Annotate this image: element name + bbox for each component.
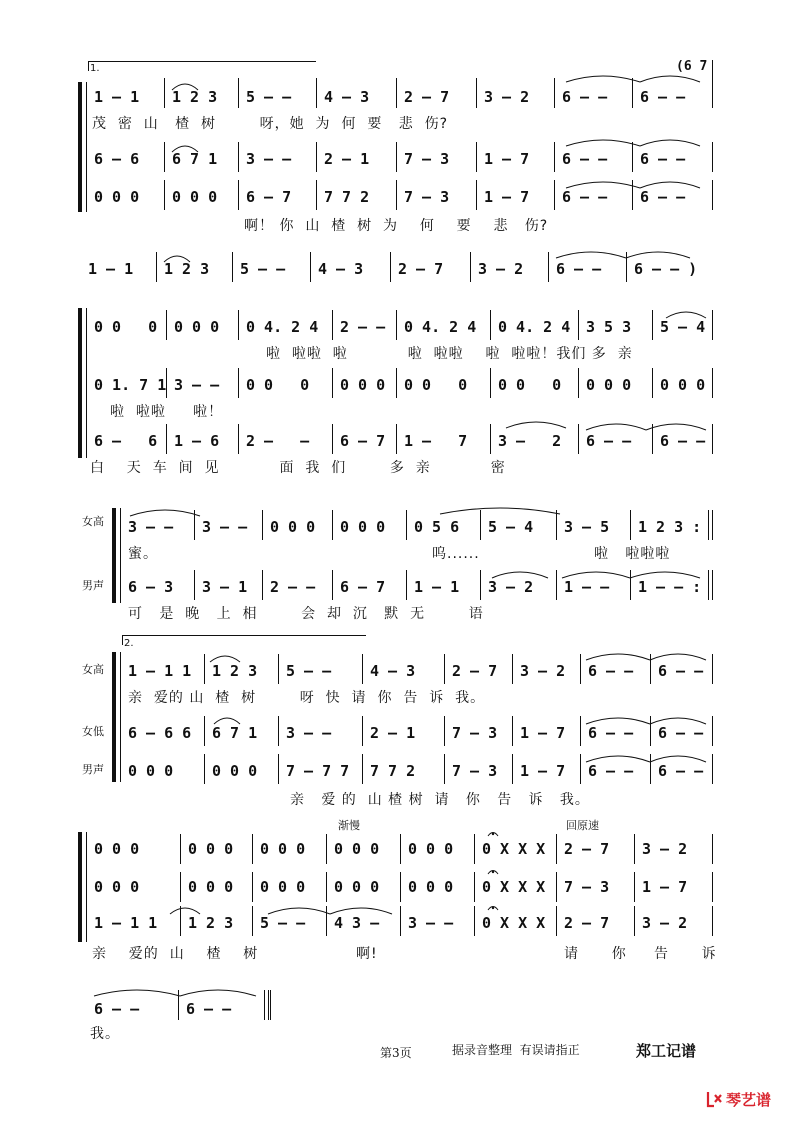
barline (712, 310, 713, 340)
measure: 3 – – (246, 150, 292, 168)
measure: 5 – – (286, 662, 332, 680)
barline (476, 78, 477, 108)
measure: 0 X X X (482, 878, 546, 896)
measure: 1 2 3 : (638, 518, 702, 536)
measure: 3 – – (128, 518, 174, 536)
barline (262, 510, 263, 540)
barline (712, 654, 713, 684)
barline (362, 754, 363, 784)
barline (262, 570, 263, 600)
measure: 5 – 4 (488, 518, 534, 536)
barline (650, 754, 651, 784)
barline (554, 142, 555, 172)
measure: 2 – 1 (324, 150, 370, 168)
barline (650, 716, 651, 746)
measure: 3 – 2 (498, 432, 562, 450)
measure: 1 – 6 (174, 432, 220, 450)
measure: 3 – – (408, 914, 454, 932)
measure: 0 X X X (482, 914, 546, 932)
lyric-line: 啦 啦啦啦 (594, 546, 671, 562)
measure: 1 – – : (638, 578, 702, 596)
measure: 1 – 7 (484, 150, 530, 168)
lyric-line: 啦 啦啦 啦！ (110, 404, 224, 420)
measure: 0 0 0 (172, 188, 218, 206)
measure: 7 – 7 7 (286, 762, 350, 780)
measure: 2 – 7 (564, 914, 610, 932)
measure: 0 0 0 (270, 518, 316, 536)
barline (652, 310, 653, 340)
barline (396, 142, 397, 172)
transcription-note: 据录音整理 有误请指正 (452, 1043, 580, 1057)
barline (578, 424, 579, 454)
voice-label: 女高 (82, 515, 104, 528)
barline (238, 424, 239, 454)
barline (652, 368, 653, 398)
barline (634, 872, 635, 902)
measure: 0 0 0 (260, 840, 306, 858)
barline (480, 510, 481, 540)
measure: 6 – – (94, 1000, 140, 1018)
measure: 1 – 7 (520, 724, 566, 742)
barline (712, 872, 713, 902)
barline (444, 754, 445, 784)
measure: 1 – 1 (94, 88, 140, 106)
measure: 6 – – (658, 762, 704, 780)
measure: 3 – 2 (642, 914, 688, 932)
measure: 6 – – (640, 88, 686, 106)
barline (630, 510, 631, 540)
transcriber-signature: 郑工记谱 (636, 1042, 697, 1060)
barline (316, 180, 317, 210)
measure: 3 – 2 (478, 260, 524, 278)
voice-label: 女低 (82, 725, 104, 738)
measure: 1 – 7 (520, 762, 566, 780)
barline (326, 872, 327, 902)
lyric-line: 可 是 晚 上 相 会 却 沉 默 无 语 (128, 606, 484, 622)
slur (586, 424, 646, 430)
barline (362, 654, 363, 684)
tempo-mark-resume: 回原速 (566, 819, 599, 832)
measure: 7 – 3 (404, 188, 450, 206)
measure: 1 – 7 (642, 878, 688, 896)
measure: 1 – – (564, 578, 610, 596)
barline (652, 424, 653, 454)
barline (278, 754, 279, 784)
barline (396, 310, 397, 340)
measure: 0 0 0 (334, 878, 380, 896)
slur (566, 76, 640, 82)
measure: 5 – – (240, 260, 286, 278)
measure: 7 – 3 (452, 724, 498, 742)
measure: 4 3 – (334, 914, 380, 932)
measure: 0 1. 7 1 (94, 376, 167, 394)
barline (580, 654, 581, 684)
measure: 1 – 7 (404, 432, 468, 450)
barline (556, 510, 557, 540)
barline (252, 834, 253, 864)
measure: 0 X X X (482, 840, 546, 858)
slur (640, 76, 700, 82)
measure: 0 0 0 (188, 840, 234, 858)
barline (712, 570, 713, 600)
barline (316, 142, 317, 172)
slur (626, 252, 690, 258)
lyric-line: 啦 啦啦 啦 啦 啦啦 啦 啦啦！我们 多 亲 (266, 346, 633, 362)
voice-label: 女高 (82, 663, 104, 676)
barline (650, 654, 651, 684)
barline (238, 368, 239, 398)
barline (252, 872, 253, 902)
barline (474, 834, 475, 864)
measure: 2 – – (246, 432, 310, 450)
barline (406, 570, 407, 600)
measure: 6 – 6 (94, 150, 140, 168)
slur (506, 422, 566, 428)
slur (440, 508, 560, 514)
barline (626, 252, 627, 282)
barline (444, 716, 445, 746)
barline (556, 872, 557, 902)
barline (264, 990, 265, 1020)
measure: 0 5 6 (414, 518, 460, 536)
measure: 3 – 2 (520, 662, 566, 680)
barline (554, 180, 555, 210)
barline (332, 570, 333, 600)
measure: 7 7 2 (324, 188, 370, 206)
barline (178, 990, 179, 1020)
barline (166, 424, 167, 454)
measure: 6 – – (556, 260, 602, 278)
barline (406, 510, 407, 540)
barline (712, 368, 713, 398)
barline (708, 510, 709, 540)
barline (490, 310, 491, 340)
measure: 3 – 2 (642, 840, 688, 858)
barline (238, 142, 239, 172)
barline (332, 310, 333, 340)
measure: 5 – 4 (660, 318, 706, 336)
slur (650, 654, 706, 660)
lyric-line: 我。 (90, 1026, 120, 1042)
measure: 0 0 0 (174, 318, 220, 336)
barline (556, 906, 557, 936)
measure: 6 – – ) (634, 260, 698, 278)
barline (480, 570, 481, 600)
barline (490, 424, 491, 454)
slur (180, 990, 256, 996)
measure: 2 – – (340, 318, 386, 336)
barline (204, 716, 205, 746)
measure: 1 – 1 1 (128, 662, 192, 680)
measure: 6 – – (562, 150, 608, 168)
barline (326, 906, 327, 936)
measure: 3 – – (174, 376, 220, 394)
slur (94, 990, 180, 996)
lyric-line: 亲 爱 的 山 楂 树 请 你 告 诉 我。 (290, 792, 590, 808)
barline (474, 906, 475, 936)
measure: 6 – – (640, 188, 686, 206)
barline (396, 78, 397, 108)
measure: 3 – – (202, 518, 248, 536)
barline (166, 368, 167, 398)
measure: 0 0 0 (246, 376, 310, 394)
measure: 4 – 3 (370, 662, 416, 680)
measure: 6 – – (658, 724, 704, 742)
lyric-line: 蜜。 (128, 546, 158, 562)
barline (712, 180, 713, 210)
barline (396, 180, 397, 210)
measure: 6 – – (186, 1000, 232, 1018)
barline (708, 570, 709, 600)
barline (332, 510, 333, 540)
barline (396, 424, 397, 454)
barline (630, 570, 631, 600)
barline (270, 990, 271, 1020)
barline (362, 716, 363, 746)
slur (640, 140, 700, 146)
measure: 6 – – (640, 150, 686, 168)
slur (556, 252, 626, 258)
measure: 0 0 0 (334, 840, 380, 858)
barline (512, 754, 513, 784)
measure: 0 0 0 (408, 840, 454, 858)
barline (400, 872, 401, 902)
measure: 1 – 1 (88, 260, 134, 278)
measure: 7 – 3 (452, 762, 498, 780)
measure: 6 – – (658, 662, 704, 680)
barline (310, 252, 311, 282)
barline (712, 716, 713, 746)
barline (554, 78, 555, 108)
measure: 0 4. 2 4 (246, 318, 319, 336)
barline (232, 252, 233, 282)
barline (712, 142, 713, 172)
barline (204, 654, 205, 684)
measure: 1 – 1 1 (94, 914, 158, 932)
barline (332, 368, 333, 398)
barline (474, 872, 475, 902)
measure: 0 0 0 (498, 376, 562, 394)
barline (166, 310, 167, 340)
barline (164, 180, 165, 210)
measure: 0 0 0 (94, 878, 140, 896)
barline (278, 716, 279, 746)
measure: 6 – – (562, 88, 608, 106)
lyric-line: 啊！ 你 山 楂 树 为 何 要 悲 伤? (244, 218, 549, 234)
barline (268, 990, 269, 1020)
barline (400, 834, 401, 864)
measure: 7 – 3 (564, 878, 610, 896)
slur (130, 510, 200, 516)
measure: 0 0 0 (340, 376, 386, 394)
measure: 2 – 7 (452, 662, 498, 680)
measure: 0 4. 2 4 (404, 318, 477, 336)
measure: 0 0 0 (260, 878, 306, 896)
measure: 2 – 1 (370, 724, 416, 742)
brand-logo: 琴艺谱 (706, 1089, 782, 1109)
measure: 1 2 3 (164, 260, 210, 278)
barline (578, 310, 579, 340)
barline (634, 834, 635, 864)
barline (712, 906, 713, 936)
barline (580, 754, 581, 784)
measure: 2 – 7 (564, 840, 610, 858)
barline (164, 142, 165, 172)
barline (712, 60, 713, 108)
measure: 0 0 0 (660, 376, 706, 394)
measure: 3 – 2 (488, 578, 534, 596)
lyric-line: 亲 爱的 山 楂 树 呀 快 请 你 告 诉 我。 (128, 690, 486, 706)
measure: 6 – 7 (340, 578, 386, 596)
barline (194, 570, 195, 600)
measure: 5 – – (246, 88, 292, 106)
barline (712, 424, 713, 454)
measure: 0 0 0 (212, 762, 258, 780)
measure: 6 7 1 (212, 724, 258, 742)
measure: 1 2 3 (172, 88, 218, 106)
barline (632, 78, 633, 108)
measure: 1 2 3 (188, 914, 234, 932)
measure: 6 – 7 (340, 432, 386, 450)
measure: 6 – – (588, 762, 634, 780)
barline (180, 906, 181, 936)
voice-label: 男声 (82, 579, 104, 592)
barline (278, 654, 279, 684)
measure: 1 – 1 (414, 578, 460, 596)
barline (580, 716, 581, 746)
fermata-dot (492, 871, 494, 873)
voice-label: 男声 (82, 763, 104, 776)
barline (470, 252, 471, 282)
measure: 0 0 0 (188, 878, 234, 896)
lyric-line: 白 天 车 间 见 面 我 们 多 亲 密 (90, 460, 506, 476)
measure: 0 0 0 (94, 840, 140, 858)
barline (332, 424, 333, 454)
measure: 0 0 0 (128, 762, 174, 780)
barline (632, 142, 633, 172)
measure: 4 – 3 (324, 88, 370, 106)
lyric-line: 啊! (356, 946, 378, 962)
fermata-dot (492, 833, 494, 835)
measure: 3 – 1 (202, 578, 248, 596)
paren-open: (6 7 (676, 59, 708, 74)
measure: 0 0 0 (94, 188, 140, 206)
measure: 2 – – (270, 578, 316, 596)
page-number: 第3页 (380, 1046, 412, 1060)
measure: 6 – 7 (246, 188, 292, 206)
measure: 7 – 3 (404, 150, 450, 168)
measure: 6 – – (660, 432, 706, 450)
measure: 3 – 5 (564, 518, 610, 536)
barline (238, 78, 239, 108)
tempo-mark-slow: 渐慢 (338, 819, 360, 832)
measure: 1 – 7 (484, 188, 530, 206)
barline (632, 180, 633, 210)
lyric-line: 亲 爱的 山 楂 树 (92, 946, 259, 962)
measure: 5 – – (260, 914, 306, 932)
measure: 6 – – (562, 188, 608, 206)
barline (444, 654, 445, 684)
measure: 0 0 0 (340, 518, 386, 536)
measure: 0 0 0 (94, 318, 158, 336)
barline (180, 834, 181, 864)
volta-first: 1. (90, 63, 100, 74)
measure: 3 – – (286, 724, 332, 742)
barline (556, 834, 557, 864)
slur (646, 424, 706, 430)
barline (326, 834, 327, 864)
measure: 0 0 0 (404, 376, 468, 394)
measure: 6 – – (588, 724, 634, 742)
lyric-line: 呜...... (432, 546, 480, 562)
slur (566, 140, 640, 146)
barline (512, 654, 513, 684)
measure: 0 0 0 (408, 878, 454, 896)
barline (396, 368, 397, 398)
measure: 6 – 3 (128, 578, 174, 596)
barline (390, 252, 391, 282)
lyric-line: 茂 密 山 楂 树 呀，她 为 何 要 悲 伤? (92, 116, 449, 132)
barline (238, 310, 239, 340)
measure: 0 0 0 (586, 376, 632, 394)
barline (712, 510, 713, 540)
barline (156, 252, 157, 282)
barline (578, 368, 579, 398)
barline (490, 368, 491, 398)
barline (164, 78, 165, 108)
slur (586, 654, 650, 660)
barline (556, 570, 557, 600)
measure: 6 – 6 (94, 432, 158, 450)
fermata-dot (492, 907, 494, 909)
barline (238, 180, 239, 210)
barline (316, 78, 317, 108)
measure: 2 – 7 (398, 260, 444, 278)
barline (512, 716, 513, 746)
barline (194, 510, 195, 540)
measure: 0 4. 2 4 (498, 318, 571, 336)
barline (548, 252, 549, 282)
barline (712, 834, 713, 864)
measure: 6 – – (588, 662, 634, 680)
barline (634, 906, 635, 936)
measure: 6 – – (586, 432, 632, 450)
measure: 2 – 7 (404, 88, 450, 106)
barline (252, 906, 253, 936)
measure: 3 5 3 (586, 318, 632, 336)
measure: 4 – 3 (318, 260, 364, 278)
volta-second: 2. (124, 638, 134, 649)
measure: 3 – 2 (484, 88, 530, 106)
barline (712, 754, 713, 784)
barline (400, 906, 401, 936)
lyric-line: 请 你 告 诉 (564, 946, 717, 962)
measure: 6 7 1 (172, 150, 218, 168)
measure: 6 – 6 6 (128, 724, 192, 742)
barline (204, 754, 205, 784)
barline (180, 872, 181, 902)
measure: 1 2 3 (212, 662, 258, 680)
barline (476, 180, 477, 210)
measure: 7 7 2 (370, 762, 416, 780)
barline (476, 142, 477, 172)
